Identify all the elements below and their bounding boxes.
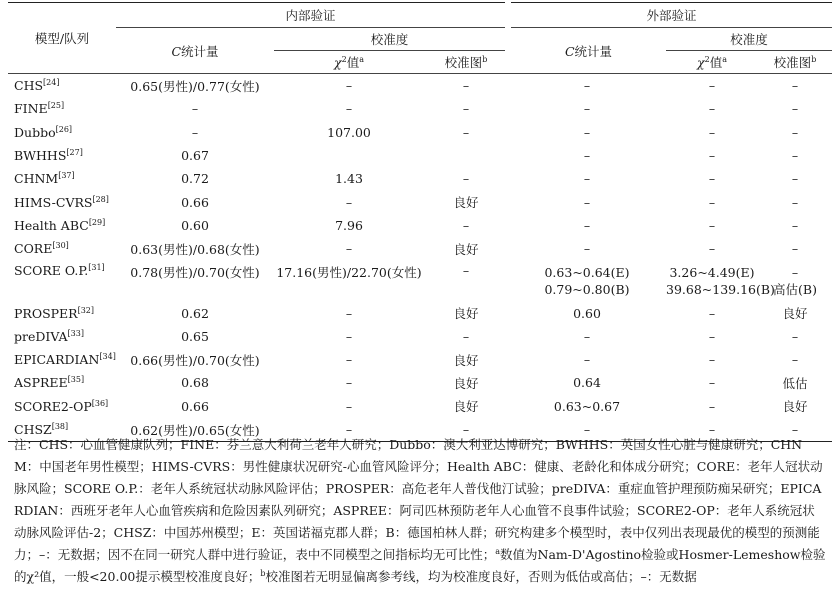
table-row <box>8 97 832 120</box>
int-plot-cell: 良好 <box>453 399 479 415</box>
int-c-cell: 0.65 <box>181 328 209 344</box>
table-footnote: 注：CHS：心血管健康队列；FINE：芬兰意大利荷兰老年人研究；Dubbo：澳大利亚达博研究；BWHHS：英国女性心脏与健康研究；CHNM：中国老年男性模型；HIMS-CVRS：男性健康状况研究-心血管风险评分；Health ABC：健康、老龄化和体成分研究；CORE：老年人冠状动脉风险；SCORE O.P.：老年人系统冠状动脉风险评估；PROSPER：高危老年人普伐他汀试验；preDIVA：重症血管护理预防痴呆研究；EPICARDIAN：西班牙老年人心血管疾病和危险因素队列研究；ASPREE：阿司匹林预防老年人心血管不良事件试验；SCORE2-OP：老年人系统冠状动脉风险评估-2；CHSZ：中国苏州模型；E：英国诺福克郡人群；B：德国柏林人群；研究构建多个模型时，表中仅列出表现最优的模型的预测能力；–：无数据；因不在同一研究人群中进行验证，表中不同模型之间指标均无可比性；$^a$数值为Nam-D'Agostino检验或Hosmer-Lemeshow检验的χ²值，一般<20.00提示模型校准度良好；$^b$校准图若无明显偏离参考线，均为校准度良好，否则为低估或高估；–：无数据 <box>14 437 826 584</box>
ext-plot-cell: – <box>791 101 799 117</box>
int-chi-cell: 1.43 <box>335 171 363 187</box>
int-chi-cell: – <box>345 328 353 344</box>
int-chi-cell <box>274 144 424 167</box>
ext-c-cell: – <box>583 171 591 187</box>
ext-chi-cell: – <box>708 124 716 140</box>
int-plot-cell: 良好 <box>453 306 479 322</box>
validation-table <box>8 2 832 442</box>
header-ext-cal: 校准度 <box>666 28 832 51</box>
int-c-cell: 0.62(男性)/0.65(女性) <box>116 418 274 442</box>
model-name: Health ABC[29] <box>14 217 106 233</box>
ext-c-cell: 0.63~0.67 <box>553 398 621 414</box>
ext-plot-cell: – <box>791 171 799 187</box>
model-name: CORE[30] <box>14 241 69 257</box>
table-row <box>8 144 832 167</box>
ext-chi-cell: – <box>708 171 716 187</box>
ext-c-cell: – <box>508 418 666 442</box>
int-plot-cell: – <box>462 171 470 187</box>
ext-chi-cell: – <box>708 148 716 164</box>
ext-c-cell: – <box>583 328 591 344</box>
int-chi-cell: – <box>345 305 353 321</box>
ext-c-cell: – <box>583 217 591 233</box>
ext-chi-cell: – <box>708 328 716 344</box>
int-c-cell: 0.67 <box>181 148 209 164</box>
int-chi-cell: 7.96 <box>335 217 363 233</box>
int-plot-cell: – <box>462 217 470 233</box>
table-row <box>8 214 832 237</box>
model-name: CHNM[37] <box>14 171 75 187</box>
ext-plot-cell: – <box>791 241 799 257</box>
int-c-cell: 0.63(男性)/0.68(女性) <box>130 241 260 257</box>
int-c-cell: 0.66(男性)/0.70(女性) <box>130 352 260 368</box>
header-int-plot: 校准图$^b$ <box>424 51 508 74</box>
ext-c-cell: – <box>583 101 591 117</box>
header-external: 外部验证 <box>508 3 832 28</box>
header-int-c: C统计量 <box>116 28 274 74</box>
header-ext-c: C统计量 <box>508 28 666 74</box>
int-c-cell: – <box>191 124 199 140</box>
table-row <box>8 190 832 213</box>
int-plot-cell: 良好 <box>453 352 479 368</box>
table-row <box>8 260 832 301</box>
header-ext-chi: $\chi^2$值$^a$ <box>666 51 758 74</box>
int-plot-cell: 良好 <box>453 375 479 391</box>
ext-chi-cell: – <box>708 217 716 233</box>
header-int-cal: 校准度 <box>274 28 508 51</box>
table-row <box>8 237 832 260</box>
ext-plot-cell: – <box>791 217 799 233</box>
ext-plot-cell: – <box>758 418 832 442</box>
model-name: FINE[25] <box>14 101 65 117</box>
ext-c-cell: – <box>583 352 591 368</box>
int-chi-cell: – <box>345 375 353 391</box>
ext-chi-cell: – <box>708 194 716 210</box>
ext-c-cell: – <box>583 148 591 164</box>
int-plot-cell: – <box>462 263 470 279</box>
int-chi-cell: – <box>345 398 353 414</box>
ext-chi-cell: – <box>708 101 716 117</box>
model-name: EPICARDIAN[34] <box>14 352 116 368</box>
ext-chi-cell: – <box>708 241 716 257</box>
model-name: SCORE2-OP[36] <box>14 398 109 414</box>
int-c-cell: 0.60 <box>181 217 209 233</box>
ext-plot-cell: – <box>791 352 799 368</box>
table-row <box>8 74 832 98</box>
int-c-cell: – <box>191 101 199 117</box>
ext-plot-cell: – <box>791 194 799 210</box>
header-model: 模型/队列 <box>8 3 116 74</box>
ext-c-cell: 0.63~0.64(E) 0.79~0.80(B) <box>544 264 630 297</box>
ext-chi-cell: 3.26~4.49(E) 39.68~139.16(B) <box>666 264 775 297</box>
ext-chi-cell: – <box>708 305 716 321</box>
model-name: preDIVA[33] <box>14 328 84 344</box>
header-int-chi: $\chi^2$值$^a$ <box>274 51 424 74</box>
ext-c-cell: 0.60 <box>573 305 601 321</box>
table-row <box>8 167 832 190</box>
int-chi-cell: – <box>345 241 353 257</box>
int-c-cell: 0.68 <box>181 375 209 391</box>
int-c-cell: 0.66 <box>181 398 209 414</box>
int-plot-cell: – <box>462 101 470 117</box>
table-row <box>8 301 832 324</box>
table-row <box>8 325 832 348</box>
ext-plot-cell: 良好 <box>782 306 808 322</box>
model-name: SCORE O.P.[31] <box>14 263 105 279</box>
ext-chi-cell: – <box>666 418 758 442</box>
int-plot-cell: – <box>462 124 470 140</box>
int-chi-cell: – <box>345 194 353 210</box>
int-chi-cell: – <box>345 101 353 117</box>
model-name: HIMS-CVRS[28] <box>14 194 109 210</box>
ext-plot-cell: – <box>791 124 799 140</box>
int-chi-cell: 107.00 <box>327 124 371 140</box>
ext-plot-cell: – <box>791 328 799 344</box>
int-chi-cell: – <box>345 78 353 94</box>
ext-plot-cell: – 高估(B) <box>773 264 817 297</box>
ext-chi-cell: – <box>708 78 716 94</box>
model-name: CHS[24] <box>14 78 60 94</box>
header-internal: 内部验证 <box>116 3 508 28</box>
header-ext-plot: 校准图$^b$ <box>758 51 832 74</box>
table-row <box>8 121 832 144</box>
int-plot-cell: – <box>462 78 470 94</box>
model-name: BWHHS[27] <box>14 148 83 164</box>
table-row <box>8 348 832 371</box>
int-plot-cell: – <box>424 418 508 442</box>
int-plot-cell: 良好 <box>453 241 479 257</box>
ext-c-cell: – <box>583 194 591 210</box>
ext-c-cell: – <box>583 241 591 257</box>
ext-plot-cell: – <box>791 78 799 94</box>
ext-c-cell: – <box>583 124 591 140</box>
ext-c-cell: – <box>583 78 591 94</box>
int-plot-cell: – <box>462 328 470 344</box>
int-chi-cell: – <box>345 352 353 368</box>
table-row <box>8 371 832 394</box>
int-plot-cell: 良好 <box>453 195 479 211</box>
int-c-cell: 0.78(男性)/0.70(女性) <box>130 265 260 281</box>
int-plot-cell <box>424 144 508 167</box>
model-name: Dubbo[26] <box>14 124 73 140</box>
int-c-cell: 0.62 <box>181 305 209 321</box>
model-name: PROSPER[32] <box>14 305 95 321</box>
ext-plot-cell: 低估 <box>782 375 808 391</box>
model-name: ASPREE[35] <box>14 375 85 391</box>
ext-plot-cell: – <box>791 148 799 164</box>
ext-c-cell: 0.64 <box>573 375 601 391</box>
model-name: CHSZ[38] <box>8 418 116 442</box>
int-c-cell: 0.72 <box>181 171 209 187</box>
int-chi-cell: – <box>274 418 424 442</box>
ext-chi-cell: – <box>708 375 716 391</box>
int-c-cell: 0.66 <box>181 194 209 210</box>
ext-chi-cell: – <box>708 352 716 368</box>
int-chi-cell: 17.16(男性)/22.70(女性) <box>276 265 422 281</box>
ext-chi-cell: – <box>708 398 716 414</box>
ext-plot-cell: 良好 <box>782 399 808 415</box>
int-c-cell: 0.65(男性)/0.77(女性) <box>130 78 260 94</box>
table-row <box>8 395 832 418</box>
